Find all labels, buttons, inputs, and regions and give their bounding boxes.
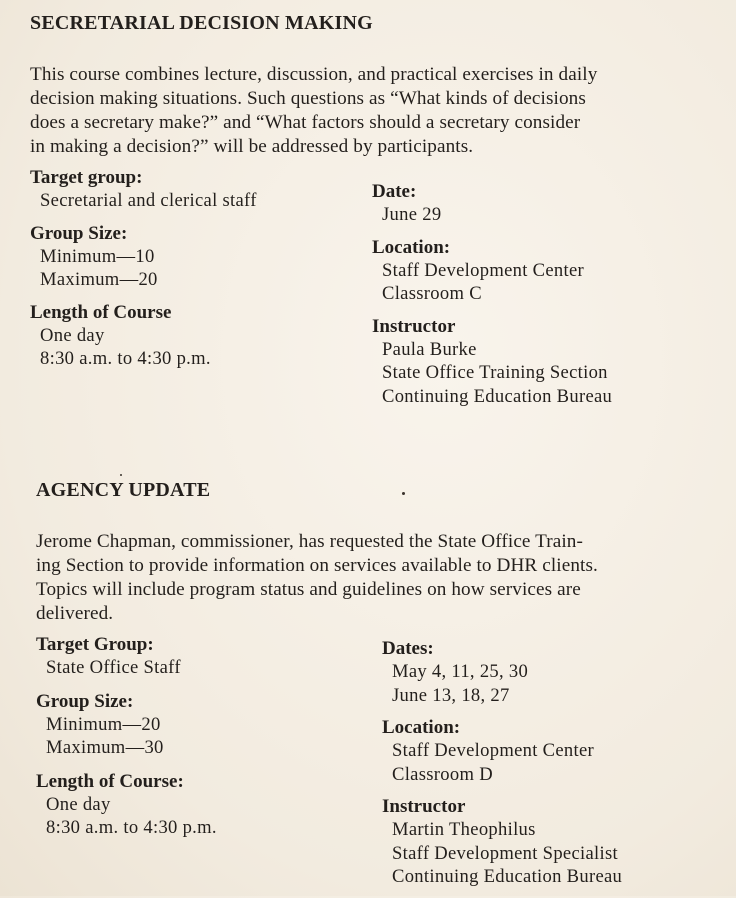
instructor-section: State Office Training Section bbox=[382, 362, 608, 383]
course-length bbox=[36, 770, 376, 840]
group-size-maximum: Maximum—30 bbox=[46, 737, 164, 758]
course-agency-update bbox=[36, 477, 734, 893]
course-location bbox=[382, 716, 734, 786]
group-size-maximum: Maximum—20 bbox=[40, 269, 158, 290]
course-length-duration: One day bbox=[46, 793, 111, 815]
description-line: decision making situations. Such questions as “What kinds of decisions bbox=[30, 88, 586, 109]
course-length-label: Length of Course bbox=[30, 301, 172, 323]
description-line: ing Section to provide information on services available to DHR clients. bbox=[36, 555, 598, 576]
dates-june: June 13, 18, 27 bbox=[392, 684, 510, 706]
instructor-bureau: Continuing Education Bureau bbox=[382, 385, 613, 407]
course-title: AGENCY UPDATE bbox=[36, 479, 211, 501]
description-line: in making a decision?” will be addressed by participants. bbox=[30, 136, 474, 157]
instructor-name: Paula Burke bbox=[382, 338, 477, 360]
group-size-label: Group Size: bbox=[30, 222, 128, 244]
target-group-label: Target group: bbox=[30, 167, 143, 188]
print-speck bbox=[120, 474, 122, 476]
course-details bbox=[30, 166, 730, 426]
description-line: Topics will include program status and guidelines on how services are bbox=[36, 579, 581, 600]
details-right-column bbox=[372, 180, 732, 417]
instructor-label: Instructor bbox=[372, 315, 456, 337]
instructor-name: Martin Theophilus bbox=[392, 819, 536, 840]
target-group bbox=[36, 633, 376, 680]
target-group bbox=[30, 166, 370, 213]
course-dates bbox=[382, 637, 734, 707]
location-room: Classroom C bbox=[382, 283, 482, 304]
course-length bbox=[30, 301, 370, 371]
details-left-column bbox=[30, 166, 370, 380]
details-left-column bbox=[36, 633, 376, 850]
date-value: June 29 bbox=[382, 204, 442, 225]
instructor-title: Staff Development Specialist bbox=[392, 842, 618, 864]
instructor-bureau: Continuing Education Bureau bbox=[392, 866, 623, 887]
group-size-label: Group Size: bbox=[36, 690, 134, 712]
target-group-value: Secretarial and clerical staff bbox=[40, 190, 257, 211]
course-length-hours: 8:30 a.m. to 4:30 p.m. bbox=[46, 817, 217, 838]
location-label: Location: bbox=[372, 236, 451, 258]
course-description bbox=[36, 530, 734, 626]
course-description bbox=[30, 63, 730, 159]
instructor-label: Instructor bbox=[382, 796, 466, 817]
group-size-minimum: Minimum—20 bbox=[46, 713, 161, 735]
course-instructor bbox=[372, 315, 732, 409]
course-location bbox=[372, 236, 732, 306]
print-speck bbox=[402, 492, 405, 495]
course-length-duration: One day bbox=[40, 324, 105, 346]
dates-label: Dates: bbox=[382, 638, 434, 659]
location-building: Staff Development Center bbox=[382, 259, 585, 281]
location-room: Classroom D bbox=[392, 763, 493, 785]
date-label: Date: bbox=[372, 181, 417, 202]
target-group-label: Target Group: bbox=[36, 634, 154, 655]
course-length-label: Length of Course: bbox=[36, 770, 184, 792]
target-group-value: State Office Staff bbox=[46, 657, 181, 678]
course-title: SECRETARIAL DECISION MAKING bbox=[30, 12, 373, 34]
description-line: This course combines lecture, discussion, and practical exercises in daily bbox=[30, 64, 598, 85]
group-size bbox=[30, 222, 370, 292]
description-line: delivered. bbox=[36, 603, 114, 624]
group-size bbox=[36, 690, 376, 760]
course-date bbox=[372, 180, 732, 227]
dates-may: May 4, 11, 25, 30 bbox=[392, 661, 529, 682]
location-label: Location: bbox=[382, 717, 461, 738]
course-length-hours: 8:30 a.m. to 4:30 p.m. bbox=[40, 348, 211, 369]
description-line: does a secretary make?” and “What factors should a secretary consider bbox=[30, 112, 581, 133]
group-size-minimum: Minimum—10 bbox=[40, 245, 155, 267]
course-secretarial-decision-making bbox=[30, 10, 730, 426]
location-building: Staff Development Center bbox=[392, 740, 595, 761]
description-line: Jerome Chapman, commissioner, has requested the State Office Train- bbox=[36, 531, 583, 552]
course-instructor bbox=[382, 795, 734, 889]
details-right-column bbox=[382, 637, 734, 898]
course-details bbox=[36, 633, 734, 893]
